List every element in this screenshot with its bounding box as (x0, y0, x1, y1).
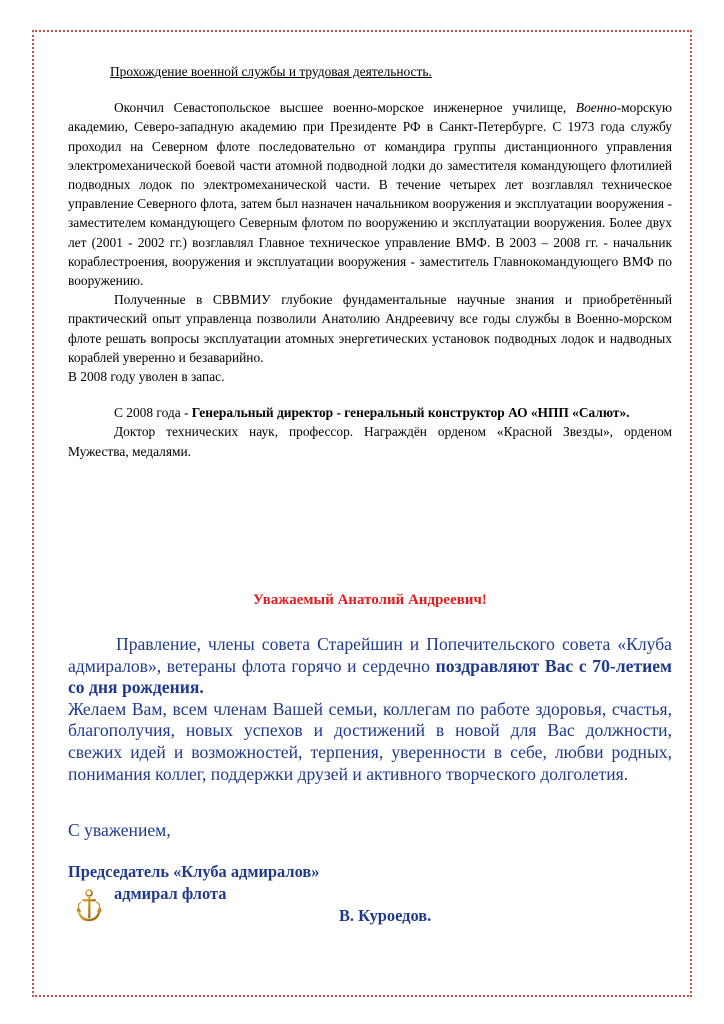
wish-paragraph-wishes: Желаем Вам, всем членам Вашей семьи, коллегам по работе здоровья, счастья, благополучия, новых успехов и достижений в новой для Вас должности, свежих идей и возможностей, терпения, уверенности в себе, любви родных, понимания коллег, поддержки друзей и активного творческого долголетия. (68, 698, 672, 784)
signature-rank: адмирал флота (114, 884, 227, 903)
signature-name: В. Куроедов. (339, 906, 432, 925)
respect-closing: С уважением, (68, 820, 171, 840)
biography-paragraph-career: Окончил Севастопольское высшее военно-морское инженерное училище, Военно-морскую академию, Северо-западную академию при Президенте РФ в Санкт-Петербурге. С 1973 года службу проходил на Северном флоте последовательно от командира группы дистанционного управления электромеханической боевой части атомной подводной лодки до заместителя командующего флотилией подводных лодок по электромеханической части. В течение четырех лет возглавлял техническое управление Северного флота, затем был назначен начальником вооружения и эксплуатации вооружения - заместителем командующего Северным флотом по вооружению и эксплуатации вооружения. Более двух лет (2001 - 2002 гг.) возглавлял Главное техническое управление ВМФ. В 2003 – 2008 гг. - начальник кораблестроения, вооружения и эксплуатации вооружения - заместитель Главнокомандующего ВМФ по вооружению. (68, 100, 672, 289)
greeting-salutation: Уважаемый Анатолий Андреевич! (253, 592, 487, 608)
signature-title: Председатель «Клуба адмиралов» (68, 862, 320, 881)
wish-paragraph-congratulation: Правление, члены совета Старейшин и Попечительского совета «Клуба адмиралов», ветераны флота горячо и сердечно поздравляют Вас с 70-летием со дня рождения. (68, 634, 673, 698)
biography-paragraph-knowledge: Полученные в СВВМИУ глубокие фундаментальные научные знания и приобретённый практический опыт управленца позволили Анатолию Андреевичу все годы службы в Военно-морском флоте решать вопросы эксплуатации атомных энергетических установок подводных лодок и надводных кораблей уверенно и безаварийно. (68, 292, 672, 365)
biography-paragraph-position: С 2008 года - Генеральный директор - генеральный конструктор АО «НПП «Салют». (114, 405, 630, 421)
biography-paragraph-awards: Доктор технических наук, профессор. Награждён орденом «Красной Звезды», орденом Мужества, медалями. (68, 424, 672, 459)
biography-section (68, 62, 672, 461)
anchor-logo-icon (74, 888, 104, 924)
greeting-wish-text (68, 634, 672, 785)
biography-paragraph-retirement: В 2008 году уволен в запас. (68, 369, 225, 385)
biography-heading: Прохождение военной службы и трудовая деятельность. (110, 64, 432, 79)
